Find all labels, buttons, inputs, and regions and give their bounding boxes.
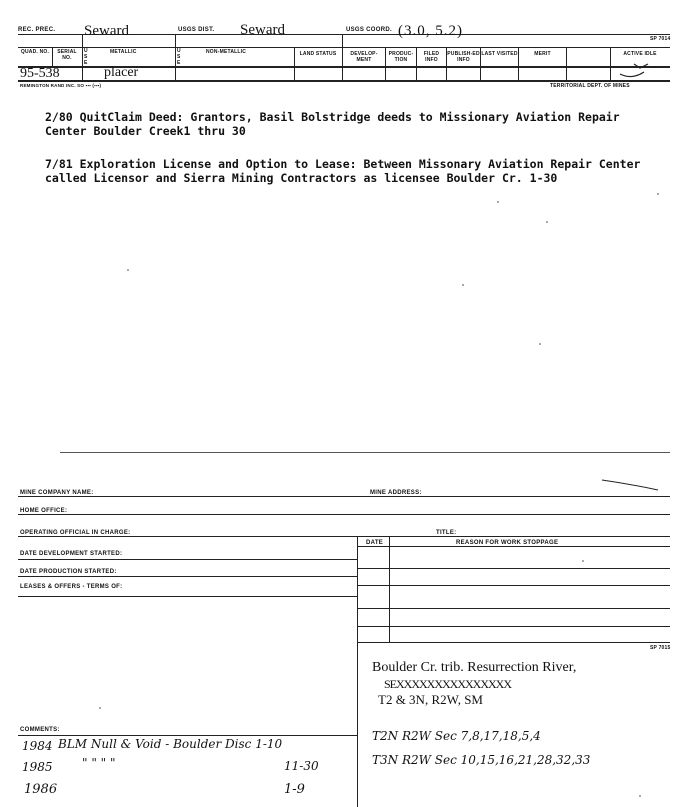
metallic-label: METALLIC (110, 49, 137, 55)
reason-work-stoppage-label: REASON FOR WORK STOPPAGE (456, 540, 559, 546)
operating-official-label: OPERATING OFFICIAL IN CHARGE: (20, 530, 131, 536)
form-number-top: SP 7014 (650, 36, 671, 42)
quad-no-label: QUAD. NO. (20, 49, 50, 55)
comment-1984-year: 1984 (22, 739, 53, 753)
usgs-dist-value: Seward (240, 22, 285, 38)
date-development-label: DATE DEVELOPMENT STARTED: (20, 551, 123, 557)
rec-prec-value: Seward (84, 23, 129, 39)
non-metallic-label: NON-METALLIC (206, 49, 247, 55)
serial-value: 95-538 (20, 66, 60, 81)
comments-label: COMMENTS: (20, 727, 60, 733)
usgs-coord-label: USGS COORD. (346, 27, 392, 33)
printer-line: REMINGTON RAND INC. SO ▪▪▪ (▪▪▪) (20, 83, 102, 88)
last-visited-label: LAST VISITED (481, 51, 518, 57)
comment-1985-ditto: " " " " (82, 756, 116, 770)
usgs-coord-value: (3.0, 5.2) (398, 23, 463, 39)
use-code-nonmetallic: U S E (177, 48, 181, 66)
production-label: PRODUC-TION (388, 51, 414, 63)
comment-1986-year: 1986 (24, 782, 58, 797)
rec-prec-label: REC. PREC. (18, 27, 56, 33)
title-label: TITLE: (436, 530, 457, 536)
leases-offers-label: LEASES & OFFERS - TERMS OF: (20, 584, 123, 590)
hand-location-line-1: T2N R2W Sec 7,8,17,18,5,4 (372, 729, 541, 743)
record-exploration-license: 7/81 Exploration License and Option to Lease: Between Missonary Aviation Repair Center called Licensor and Sierra Mining Contractors as licensee Boulder Cr. 1-30 (45, 157, 641, 185)
active-idle-label: ACTIVE IDLE (623, 51, 657, 57)
comment-1986-range: 1-9 (284, 782, 305, 797)
merit-label: MERIT (534, 51, 551, 57)
filed-info-label: FILED INFO (423, 51, 440, 63)
metallic-value: placer (104, 65, 139, 80)
published-info-label: PUBLISH-ED INFO (447, 51, 480, 63)
hand-location-line-2: T3N R2W Sec 10,15,16,21,28,32,33 (372, 753, 591, 767)
location-line-3: T2 & 3N, R2W, SM (378, 692, 483, 707)
mine-company-name-label: MINE COMPANY NAME: (20, 490, 94, 496)
location-line-1: Boulder Cr. trib. Resurrection River, (372, 660, 577, 675)
comment-1984-text: BLM Null & Void - Boulder Disc 1-10 (58, 737, 283, 751)
serial-no-label: SERIAL NO. (57, 49, 77, 61)
home-office-label: HOME OFFICE: (20, 508, 68, 514)
comment-1985-year: 1985 (22, 760, 53, 774)
date-column-label: DATE (366, 540, 384, 546)
use-code-metallic: U S E (84, 48, 88, 66)
land-status-label: LAND STATUS (299, 51, 337, 57)
usgs-dist-label: USGS DIST. (178, 27, 215, 33)
location-line-2: SEXXXXXXXXXXXXXXX (384, 677, 511, 691)
mine-address-label: MINE ADDRESS: (370, 490, 422, 496)
record-quitclaim: 2/80 QuitClaim Deed: Grantors, Basil Bolstridge deeds to Missionary Aviation Repair Center Boulder Creek1 thru 30 (45, 110, 620, 138)
comment-1985-range: 11-30 (284, 759, 319, 773)
date-production-label: DATE PRODUCTION STARTED: (20, 569, 117, 575)
form-number-bottom: SP 7015 (650, 645, 671, 651)
department-label: TERRITORIAL DEPT. OF MINES (550, 83, 630, 89)
development-label: DEVELOP-MENT (350, 51, 378, 63)
